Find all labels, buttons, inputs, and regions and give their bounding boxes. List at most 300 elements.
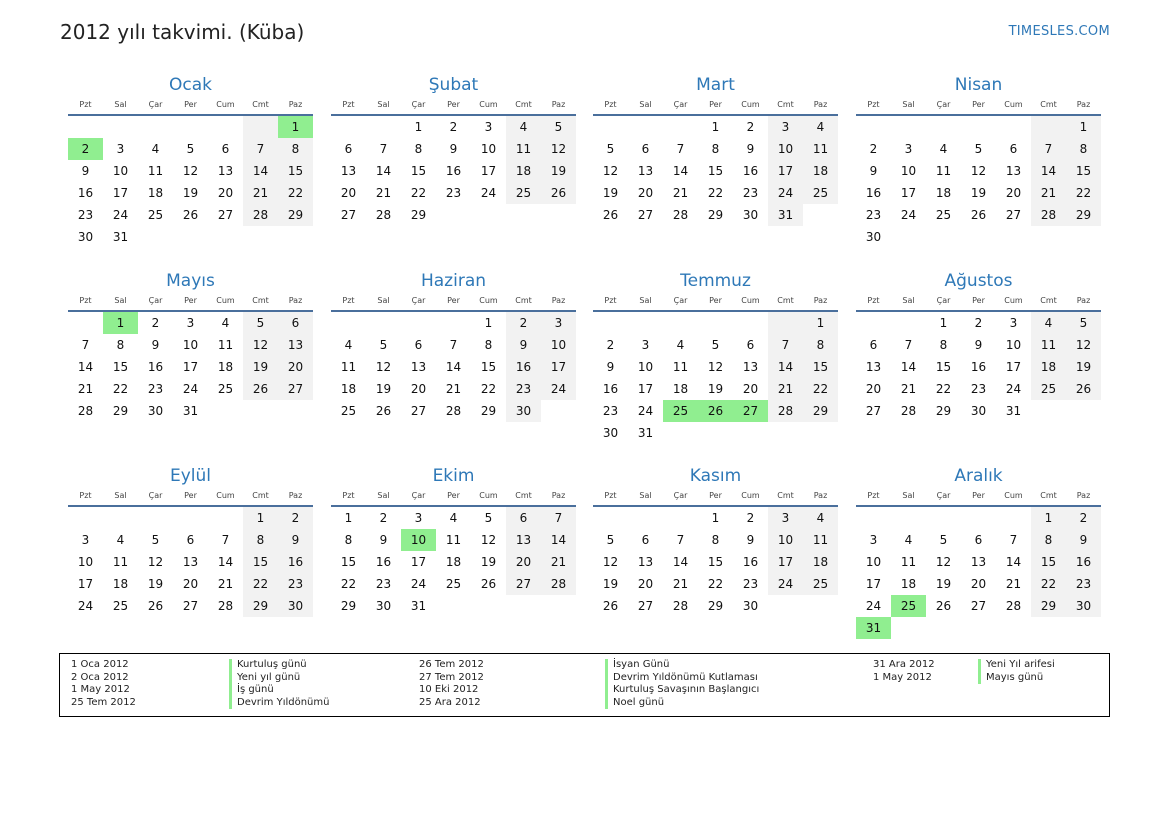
weekday-label: Sal <box>902 491 915 500</box>
weekday-label: Pzt <box>342 296 355 305</box>
day-cell: 10 <box>480 142 497 156</box>
day-grid <box>68 507 313 617</box>
weekday-label: Per <box>447 100 460 109</box>
holiday-legend <box>59 653 1110 717</box>
day-cell: 17 <box>480 164 497 178</box>
day-cell: 23 <box>445 186 462 200</box>
day-cell: 24 <box>768 573 803 595</box>
day-cell: 4 <box>803 507 838 529</box>
empty-cell <box>856 507 891 529</box>
weekday-label: Paz <box>551 296 566 305</box>
day-cell: 17 <box>1005 360 1022 374</box>
weekday-label: Cmt <box>515 100 532 109</box>
day-cell: 19 <box>970 186 987 200</box>
day-cell: 19 <box>480 555 497 569</box>
day-cell: 1 <box>803 312 838 334</box>
day-cell: 3 <box>186 316 195 330</box>
day-cell: 29 <box>935 404 952 418</box>
day-cell: 12 <box>541 138 576 160</box>
day-cell: 24 <box>112 208 129 222</box>
day-cell: 17 <box>768 160 803 182</box>
day-cell: 26 <box>1066 378 1101 400</box>
weekday-label: Cum <box>479 100 498 109</box>
day-cell: 9 <box>869 164 878 178</box>
day-cell: 30 <box>375 599 392 613</box>
day-cell: 19 <box>707 382 724 396</box>
day-cell: 29 <box>1031 595 1066 617</box>
day-cell: 17 <box>541 356 576 378</box>
day-cell: 5 <box>606 533 615 547</box>
day-cell: 28 <box>672 208 689 222</box>
day-cell: 1 <box>939 316 948 330</box>
day-cell: 11 <box>112 555 129 569</box>
day-cell: 21 <box>77 382 94 396</box>
empty-cell <box>926 507 961 529</box>
day-cell: 9 <box>746 142 755 156</box>
day-cell: 27 <box>970 599 987 613</box>
legend-dates-col-2 <box>419 659 484 709</box>
empty-cell <box>891 116 926 138</box>
day-cell: 21 <box>768 378 803 400</box>
legend-date: 1 May 2012 <box>71 684 130 696</box>
day-cell: 15 <box>1066 160 1101 182</box>
empty-cell <box>663 312 698 334</box>
day-cell: 18 <box>1031 356 1066 378</box>
day-cell: 7 <box>1031 138 1066 160</box>
weekday-label: Cmt <box>777 491 794 500</box>
day-cell: 10 <box>182 338 199 352</box>
day-cell: 8 <box>484 338 493 352</box>
day-cell: 23 <box>147 382 164 396</box>
day-grid <box>331 116 576 226</box>
weekday-label: Cum <box>1004 491 1023 500</box>
day-cell: 7 <box>81 338 90 352</box>
weekday-label: Paz <box>288 100 303 109</box>
holiday-day-cell: 31 <box>856 617 891 639</box>
day-cell: 6 <box>974 533 983 547</box>
day-cell: 27 <box>410 404 427 418</box>
day-cell: 7 <box>768 334 803 356</box>
day-cell: 11 <box>217 338 234 352</box>
day-cell: 16 <box>742 555 759 569</box>
day-cell: 14 <box>541 529 576 551</box>
day-cell: 27 <box>506 573 541 595</box>
day-cell: 8 <box>278 138 313 160</box>
day-cell: 28 <box>1005 599 1022 613</box>
day-cell: 9 <box>974 338 983 352</box>
holiday-day-cell: 1 <box>278 116 313 138</box>
day-cell: 5 <box>186 142 195 156</box>
day-cell: 4 <box>221 316 230 330</box>
weekday-label: Çar <box>411 296 426 305</box>
day-cell: 13 <box>410 360 427 374</box>
day-cell: 20 <box>278 356 313 378</box>
legend-date: 25 Tem 2012 <box>71 696 136 708</box>
day-cell: 7 <box>379 142 388 156</box>
day-cell: 14 <box>1031 160 1066 182</box>
day-cell: 13 <box>637 164 654 178</box>
day-cell: 15 <box>1031 551 1066 573</box>
month-name: Mart <box>696 75 735 95</box>
day-cell: 14 <box>243 160 278 182</box>
day-cell: 15 <box>340 555 357 569</box>
day-cell: 6 <box>641 533 650 547</box>
day-cell: 19 <box>243 356 278 378</box>
month-block <box>68 465 313 617</box>
day-cell: 11 <box>803 529 838 551</box>
day-cell: 3 <box>641 338 650 352</box>
day-cell: 1 <box>711 511 720 525</box>
empty-cell <box>856 312 891 334</box>
day-cell: 18 <box>506 160 541 182</box>
day-cell: 27 <box>1005 208 1022 222</box>
day-cell: 27 <box>637 208 654 222</box>
weekday-header <box>593 294 838 312</box>
day-cell: 6 <box>1009 142 1018 156</box>
month-block <box>856 465 1101 639</box>
day-cell: 22 <box>803 378 838 400</box>
day-cell: 31 <box>112 230 129 244</box>
day-cell: 8 <box>414 142 423 156</box>
day-cell: 16 <box>506 356 541 378</box>
day-cell: 3 <box>484 120 493 134</box>
weekday-label: Cmt <box>252 100 269 109</box>
day-cell: 18 <box>340 382 357 396</box>
day-cell: 31 <box>768 204 803 226</box>
weekday-label: Per <box>184 100 197 109</box>
day-cell: 22 <box>935 382 952 396</box>
day-cell: 18 <box>935 186 952 200</box>
day-cell: 26 <box>182 208 199 222</box>
day-cell: 15 <box>410 164 427 178</box>
day-cell: 25 <box>340 404 357 418</box>
day-cell: 22 <box>1031 573 1066 595</box>
weekday-label: Per <box>184 296 197 305</box>
day-cell: 17 <box>637 382 654 396</box>
empty-cell <box>173 507 208 529</box>
day-cell: 5 <box>606 142 615 156</box>
day-cell: 6 <box>278 312 313 334</box>
weekday-label: Cmt <box>252 296 269 305</box>
empty-cell <box>68 507 103 529</box>
month-block <box>68 270 313 422</box>
weekday-label: Sal <box>114 296 127 305</box>
day-cell: 5 <box>939 533 948 547</box>
day-cell: 4 <box>803 116 838 138</box>
weekday-header <box>68 98 313 116</box>
day-cell: 15 <box>480 360 497 374</box>
day-cell: 10 <box>541 334 576 356</box>
day-cell: 3 <box>869 533 878 547</box>
weekday-label: Pzt <box>79 491 92 500</box>
day-cell: 29 <box>112 404 129 418</box>
day-cell: 9 <box>606 360 615 374</box>
weekday-label: Pzt <box>79 296 92 305</box>
weekday-header <box>856 294 1101 312</box>
day-cell: 4 <box>449 511 458 525</box>
day-cell: 18 <box>445 555 462 569</box>
weekday-label: Per <box>972 100 985 109</box>
day-cell: 15 <box>935 360 952 374</box>
weekday-label: Pzt <box>867 100 880 109</box>
empty-cell <box>996 116 1031 138</box>
day-cell: 25 <box>1031 378 1066 400</box>
day-grid <box>331 507 576 617</box>
weekday-label: Cum <box>741 296 760 305</box>
day-cell: 23 <box>1066 573 1101 595</box>
day-cell: 25 <box>803 573 838 595</box>
weekday-label: Pzt <box>79 100 92 109</box>
empty-cell <box>366 116 401 138</box>
month-name: Aralık <box>954 466 1003 486</box>
holiday-day-cell: 10 <box>401 529 436 551</box>
legend-name: Kurtuluş günü <box>229 659 329 672</box>
weekday-label: Per <box>972 491 985 500</box>
weekday-label: Cum <box>741 100 760 109</box>
day-grid <box>331 312 576 422</box>
day-cell: 5 <box>541 116 576 138</box>
weekday-label: Sal <box>639 100 652 109</box>
holiday-day-cell: 26 <box>698 400 733 422</box>
day-cell: 11 <box>340 360 357 374</box>
weekday-label: Paz <box>288 296 303 305</box>
empty-cell <box>173 116 208 138</box>
day-cell: 6 <box>186 533 195 547</box>
legend-dates-col-1 <box>71 659 136 709</box>
empty-cell <box>856 116 891 138</box>
day-cell: 16 <box>445 164 462 178</box>
day-cell: 29 <box>480 404 497 418</box>
weekday-label: Cum <box>216 100 235 109</box>
day-cell: 31 <box>637 426 654 440</box>
day-cell: 13 <box>637 555 654 569</box>
day-cell: 15 <box>243 551 278 573</box>
day-cell: 7 <box>449 338 458 352</box>
day-cell: 13 <box>506 529 541 551</box>
day-cell: 8 <box>1031 529 1066 551</box>
holiday-day-cell: 25 <box>891 595 926 617</box>
day-grid <box>593 507 838 617</box>
day-cell: 9 <box>506 334 541 356</box>
day-cell: 11 <box>506 138 541 160</box>
day-cell: 27 <box>865 404 882 418</box>
weekday-header <box>593 98 838 116</box>
day-cell: 30 <box>865 230 882 244</box>
day-cell: 30 <box>970 404 987 418</box>
empty-cell <box>593 116 628 138</box>
day-cell: 14 <box>768 356 803 378</box>
day-cell: 29 <box>410 208 427 222</box>
day-cell: 30 <box>77 230 94 244</box>
empty-cell <box>628 312 663 334</box>
day-cell: 29 <box>1066 204 1101 226</box>
day-cell: 6 <box>746 338 755 352</box>
day-cell: 9 <box>278 529 313 551</box>
weekday-label: Pzt <box>342 100 355 109</box>
month-block <box>593 465 838 617</box>
empty-cell <box>593 312 628 334</box>
month-name: Temmuz <box>680 271 751 291</box>
day-cell: 1 <box>414 120 423 134</box>
day-cell: 24 <box>410 577 427 591</box>
day-cell: 20 <box>970 577 987 591</box>
legend-name: Mayıs günü <box>978 672 1055 685</box>
day-cell: 21 <box>375 186 392 200</box>
day-cell: 2 <box>278 507 313 529</box>
day-cell: 15 <box>278 160 313 182</box>
day-cell: 23 <box>865 208 882 222</box>
day-grid <box>68 116 313 248</box>
site-link[interactable]: TIMESLES.COM <box>1008 24 1110 39</box>
weekday-label: Çar <box>411 100 426 109</box>
weekday-label: Çar <box>148 491 163 500</box>
day-cell: 10 <box>768 138 803 160</box>
weekday-label: Pzt <box>867 491 880 500</box>
month-name: Şubat <box>428 75 479 95</box>
day-cell: 28 <box>375 208 392 222</box>
day-cell: 12 <box>147 555 164 569</box>
day-cell: 27 <box>340 208 357 222</box>
day-cell: 4 <box>1031 312 1066 334</box>
day-cell: 17 <box>77 577 94 591</box>
weekday-label: Paz <box>1076 491 1091 500</box>
legend-name: Yeni Yıl arifesi <box>978 659 1055 672</box>
empty-cell <box>436 312 471 334</box>
weekday-label: Per <box>972 296 985 305</box>
day-cell: 1 <box>1066 116 1101 138</box>
day-cell: 16 <box>147 360 164 374</box>
day-cell: 27 <box>278 378 313 400</box>
weekday-label: Per <box>709 100 722 109</box>
weekday-label: Çar <box>411 491 426 500</box>
day-cell: 29 <box>707 599 724 613</box>
empty-cell <box>103 507 138 529</box>
day-cell: 8 <box>711 533 720 547</box>
day-grid <box>856 116 1101 248</box>
weekday-label: Cum <box>216 296 235 305</box>
day-cell: 11 <box>935 164 952 178</box>
weekday-label: Per <box>709 491 722 500</box>
weekday-label: Sal <box>902 296 915 305</box>
day-cell: 9 <box>151 338 160 352</box>
day-cell: 3 <box>81 533 90 547</box>
weekday-label: Sal <box>639 296 652 305</box>
weekday-label: Paz <box>1076 296 1091 305</box>
day-cell: 18 <box>112 577 129 591</box>
day-cell: 16 <box>970 360 987 374</box>
day-grid <box>593 312 838 444</box>
weekday-label: Pzt <box>604 491 617 500</box>
day-cell: 4 <box>506 116 541 138</box>
day-cell: 15 <box>803 356 838 378</box>
day-cell: 16 <box>1066 551 1101 573</box>
day-cell: 18 <box>803 551 838 573</box>
day-cell: 28 <box>672 599 689 613</box>
day-cell: 17 <box>865 577 882 591</box>
empty-cell <box>663 507 698 529</box>
day-cell: 20 <box>410 382 427 396</box>
day-cell: 27 <box>637 599 654 613</box>
day-cell: 13 <box>278 334 313 356</box>
day-cell: 3 <box>116 142 125 156</box>
day-cell: 28 <box>217 599 234 613</box>
month-name: Nisan <box>954 75 1003 95</box>
day-cell: 5 <box>711 338 720 352</box>
legend-date: 1 Oca 2012 <box>71 659 129 670</box>
day-cell: 28 <box>768 400 803 422</box>
empty-cell <box>103 116 138 138</box>
legend-name: Kurtuluş Savaşının Başlangıcı <box>605 684 759 697</box>
empty-cell <box>208 116 243 138</box>
day-cell: 27 <box>217 208 234 222</box>
day-cell: 3 <box>1009 316 1018 330</box>
day-cell: 7 <box>541 507 576 529</box>
weekday-label: Çar <box>936 296 951 305</box>
day-cell: 23 <box>602 404 619 418</box>
month-name: Haziran <box>420 271 487 291</box>
month-name: Ağustos <box>944 271 1013 291</box>
weekday-label: Per <box>709 296 722 305</box>
day-cell: 14 <box>445 360 462 374</box>
day-cell: 16 <box>602 382 619 396</box>
weekday-label: Cmt <box>1040 100 1057 109</box>
month-name: Ekim <box>432 466 475 486</box>
day-cell: 10 <box>768 529 803 551</box>
day-cell: 13 <box>1005 164 1022 178</box>
weekday-label: Cum <box>216 491 235 500</box>
day-cell: 12 <box>375 360 392 374</box>
empty-cell <box>891 312 926 334</box>
day-grid <box>856 507 1101 639</box>
day-cell: 18 <box>147 186 164 200</box>
day-grid <box>856 312 1101 422</box>
day-cell: 23 <box>278 573 313 595</box>
day-cell: 31 <box>182 404 199 418</box>
day-cell: 30 <box>506 400 541 422</box>
day-cell: 9 <box>449 142 458 156</box>
day-cell: 1 <box>1031 507 1066 529</box>
weekday-label: Pzt <box>604 296 617 305</box>
weekday-label: Paz <box>551 100 566 109</box>
day-cell: 5 <box>974 142 983 156</box>
day-cell: 22 <box>707 186 724 200</box>
weekday-label: Paz <box>813 100 828 109</box>
day-cell: 21 <box>541 551 576 573</box>
empty-cell <box>331 116 366 138</box>
day-cell: 29 <box>278 204 313 226</box>
empty-cell <box>663 116 698 138</box>
weekday-header <box>68 489 313 507</box>
day-cell: 5 <box>484 511 493 525</box>
day-cell: 26 <box>970 208 987 222</box>
weekday-label: Cum <box>479 296 498 305</box>
legend-date: 31 Ara 2012 <box>873 659 935 670</box>
weekday-label: Çar <box>673 100 688 109</box>
weekday-label: Cum <box>479 491 498 500</box>
day-cell: 10 <box>1005 338 1022 352</box>
day-cell: 19 <box>147 577 164 591</box>
day-cell: 7 <box>221 533 230 547</box>
day-cell: 30 <box>602 426 619 440</box>
day-cell: 2 <box>379 511 388 525</box>
weekday-label: Per <box>447 491 460 500</box>
day-cell: 13 <box>340 164 357 178</box>
day-cell: 16 <box>77 186 94 200</box>
day-cell: 30 <box>278 595 313 617</box>
day-cell: 23 <box>77 208 94 222</box>
day-cell: 28 <box>243 204 278 226</box>
day-cell: 20 <box>182 577 199 591</box>
